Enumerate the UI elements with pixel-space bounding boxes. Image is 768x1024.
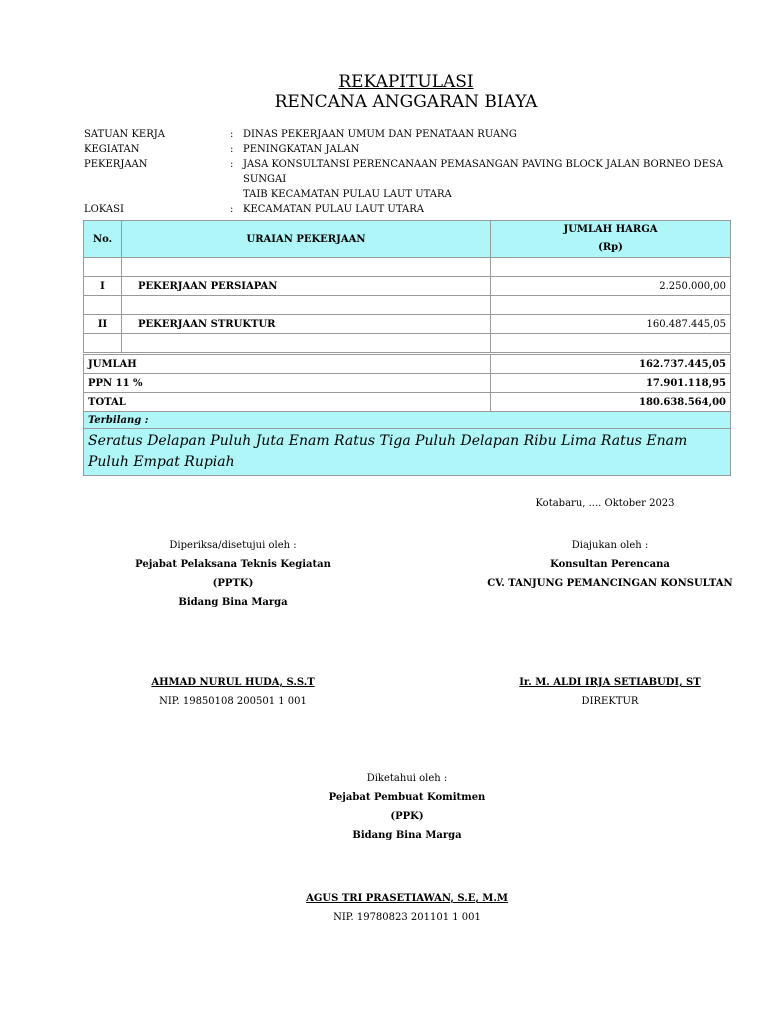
bottom-intro: Diketahui oleh : [366, 773, 448, 784]
meta-pekerjaan-cont [84, 187, 734, 202]
meta-satuan-kerja [84, 127, 734, 142]
doc-title: REKAPITULASI [338, 72, 474, 92]
meta-lokasi [84, 202, 734, 217]
table-header [84, 221, 731, 258]
left-role: Pejabat Pelaksana Teknis Kegiatan [135, 559, 331, 570]
row-desc: PEKERJAAN PERSIAPAN [122, 277, 491, 296]
bottom-signer-name: AGUS TRI PRASETIAWAN, S.E, M.M [306, 893, 508, 904]
header-unit: (Rp) [598, 242, 623, 253]
left-signature-block [118, 536, 348, 612]
meta-label: PEKERJAAN [84, 159, 148, 170]
terbilang-text-row [84, 429, 731, 476]
right-signer-name-block [480, 673, 740, 711]
meta-value: DINAS PEKERJAAN UMUM DAN PENATAAN RUANG [243, 129, 517, 140]
right-signer-name: Ir. M. ALDI IRJA SETIABUDI, ST [519, 677, 701, 688]
doc-subtitle: RENCANA ANGGARAN BIAYA [274, 92, 538, 112]
left-signer-name: AHMAD NURUL HUDA, S.S.T [151, 677, 315, 688]
table-row [84, 315, 731, 334]
total-label: TOTAL [84, 393, 491, 412]
meta-label: SATUAN KERJA [84, 129, 165, 140]
left-abbr: (PPTK) [212, 578, 254, 589]
ppn-amount: 17.901.118,95 [491, 374, 731, 393]
left-signer-name-block [118, 673, 348, 711]
row-no: I [84, 277, 122, 296]
right-intro: Diajukan oleh : [571, 540, 649, 551]
jumlah-row [84, 354, 731, 374]
bottom-role: Pejabat Pembuat Komitmen [328, 792, 486, 803]
spacer-row [84, 258, 731, 277]
bottom-signer-nip: NIP. 19780823 201101 1 001 [333, 912, 481, 923]
right-signer-title: DIREKTUR [581, 696, 639, 707]
terbilang-label: Terbilang : [84, 412, 731, 429]
meta-kegiatan [84, 142, 734, 157]
meta-colon: : [230, 129, 234, 140]
place-date: Kotabaru, .... Oktober 2023 [535, 498, 675, 509]
left-signer-nip: NIP. 19850108 200501 1 001 [159, 696, 307, 707]
ppn-label: PPN 11 % [84, 374, 491, 393]
meta-label: LOKASI [84, 204, 124, 215]
right-role: Konsultan Perencana [550, 559, 670, 570]
bottom-abbr: (PPK) [390, 811, 424, 822]
meta-value: KECAMATAN PULAU LAUT UTARA [243, 204, 424, 215]
terbilang-label-row [84, 412, 731, 429]
terbilang-text: Seratus Delapan Puluh Juta Enam Ratus Tiga Puluh Delapan Ribu Lima Ratus Enam Puluh Empat Rupiah [84, 429, 731, 476]
meta-colon: : [230, 204, 234, 215]
row-amount: 2.250.000,00 [491, 277, 731, 296]
header-uraian: URAIAN PEKERJAAN [122, 221, 491, 258]
meta-label: KEGIATAN [84, 144, 140, 155]
total-amount: 180.638.564,00 [491, 393, 731, 412]
table-row [84, 277, 731, 296]
jumlah-label: JUMLAH [84, 354, 491, 374]
row-amount: 160.487.445,05 [491, 315, 731, 334]
spacer-row [84, 334, 731, 354]
header-jumlah-label: JUMLAH HARGA [563, 224, 658, 235]
meta-colon: : [230, 144, 234, 155]
bottom-unit: Bidang Bina Marga [352, 830, 462, 841]
total-row [84, 393, 731, 412]
budget-table [83, 220, 731, 476]
bottom-signature-block [292, 769, 522, 845]
meta-value: PENINGKATAN JALAN [243, 144, 360, 155]
left-unit: Bidang Bina Marga [178, 597, 288, 608]
meta-value: TAIB KECAMATAN PULAU LAUT UTARA [243, 189, 452, 200]
bottom-signer-name-block [292, 889, 522, 927]
meta-colon: : [230, 159, 234, 170]
ppn-row [84, 374, 731, 393]
left-intro: Diperiksa/disetujui oleh : [169, 540, 297, 551]
row-no: II [84, 315, 122, 334]
right-signature-block [480, 536, 740, 593]
header-no: No. [84, 221, 122, 258]
spacer-row [84, 296, 731, 315]
meta-pekerjaan [84, 157, 734, 187]
row-desc: PEKERJAAN STRUKTUR [122, 315, 491, 334]
right-company: CV. TANJUNG PEMANCINGAN KONSULTAN [487, 578, 733, 589]
header-jumlah [491, 221, 731, 258]
jumlah-amount: 162.737.445,05 [491, 354, 731, 374]
doc-metadata [84, 127, 734, 217]
meta-value: JASA KONSULTANSI PERENCANAAN PEMASANGAN PAVING BLOCK JALAN BORNEO DESA SUNGAI [243, 159, 724, 185]
